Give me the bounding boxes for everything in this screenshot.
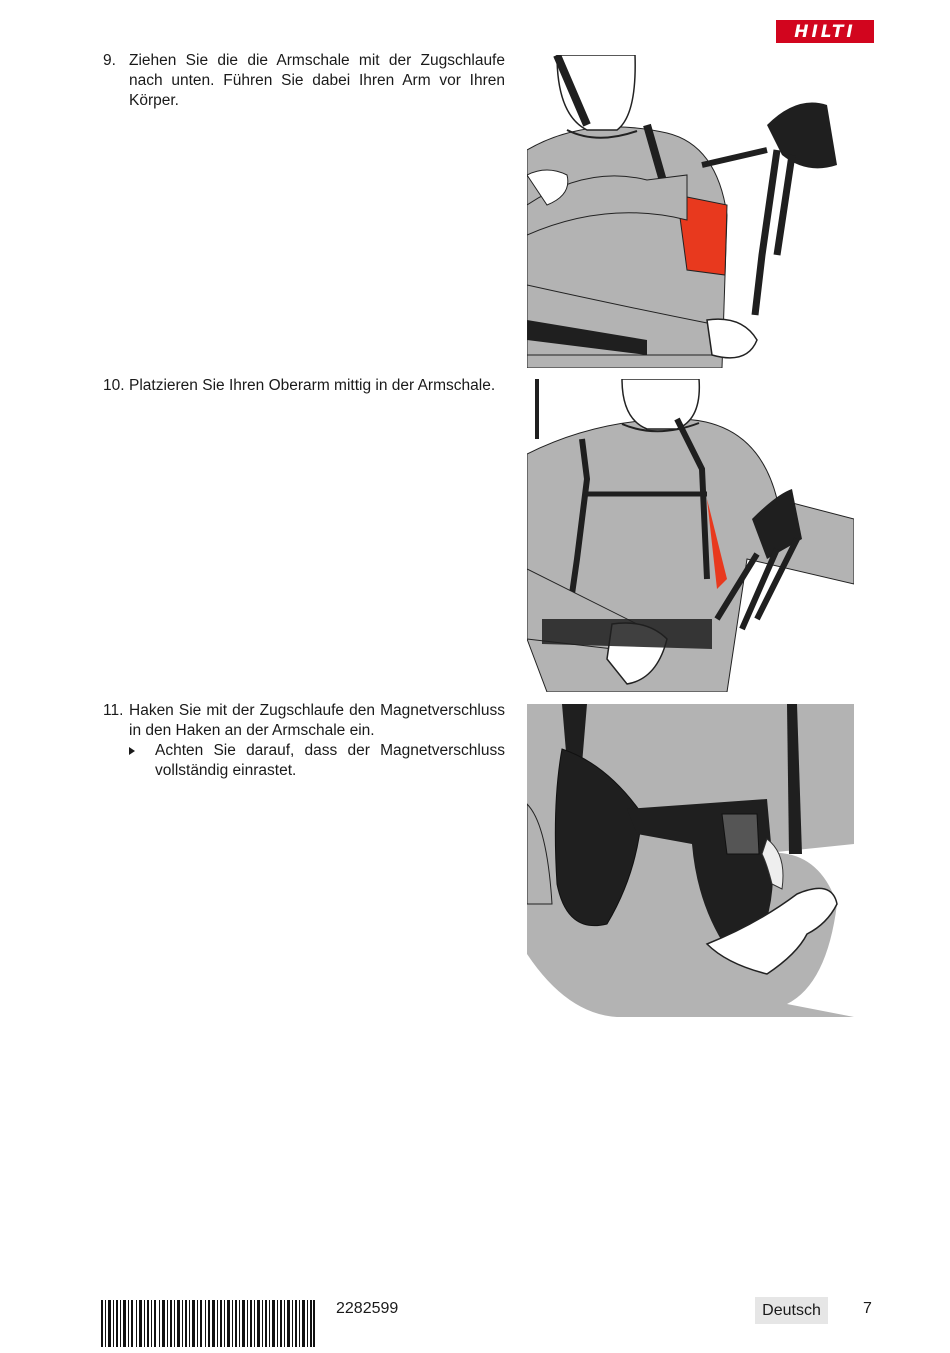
step-9 — [103, 51, 505, 111]
illustration-pull-arm-shell — [527, 55, 854, 368]
step-10 — [103, 376, 505, 396]
step-text: Ziehen Sie die die Armschale mit der Zugschlaufe nach unten. Führen Sie dabei Ihren Arm vor Ihren Körper. — [129, 52, 505, 109]
step-result-text: Achten Sie darauf, dass der Magnetverschluss vollständig einrastet. — [155, 742, 505, 779]
step-result — [129, 741, 505, 781]
illustration-magnetic-lock — [527, 704, 854, 1017]
step-number: 11. — [103, 702, 124, 719]
hilti-logo: HILTI — [776, 20, 874, 43]
step-11 — [103, 701, 505, 781]
part-number: 2282599 — [336, 1300, 399, 1317]
language-label: Deutsch — [755, 1297, 828, 1324]
step-text: Haken Sie mit der Zugschlaufe den Magnetverschluss in den Haken an der Armschale ein. — [129, 702, 505, 739]
illustration-upper-arm-in-shell — [527, 379, 854, 692]
step-number: 10. — [103, 377, 125, 394]
step-number: 9. — [103, 52, 116, 69]
result-arrow-icon — [129, 747, 135, 755]
step-text: Platzieren Sie Ihren Oberarm mittig in der Armschale. — [129, 377, 496, 394]
page-number: 7 — [863, 1300, 872, 1317]
barcode — [101, 1300, 315, 1347]
